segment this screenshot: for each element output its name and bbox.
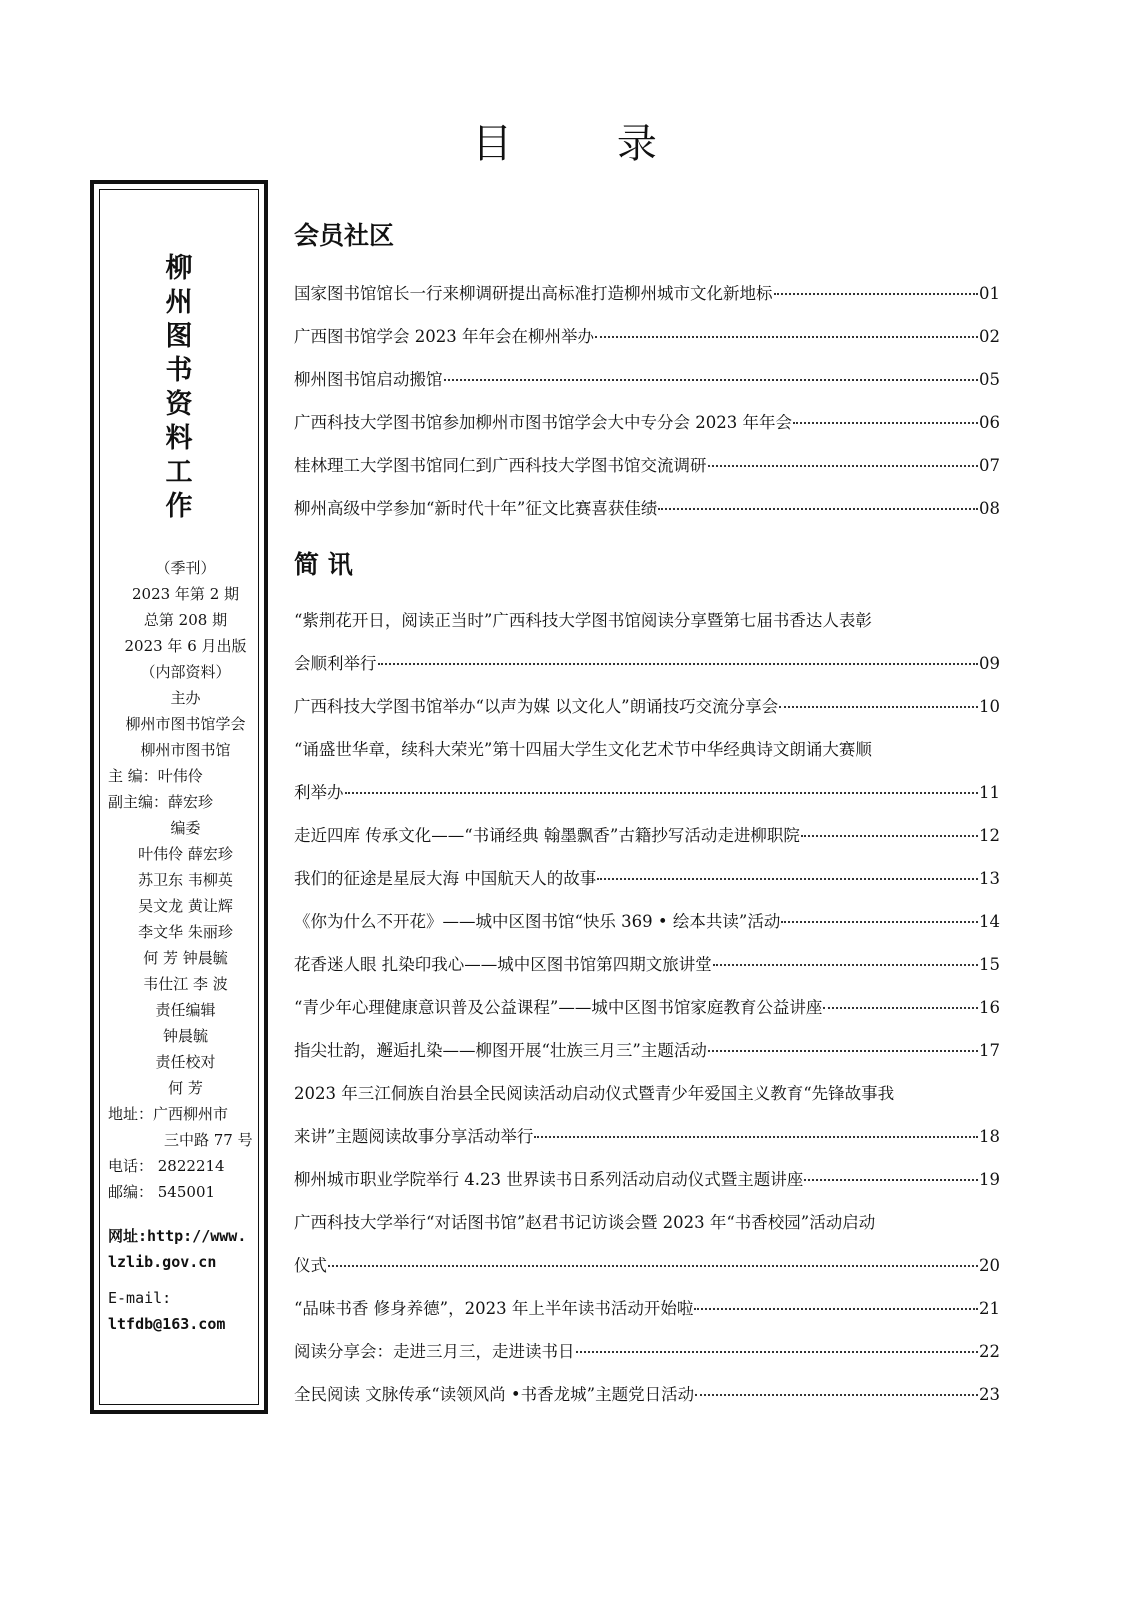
- leader-dots: [595, 322, 978, 338]
- masthead-box: [90, 180, 268, 1414]
- toc-entry[interactable]: [294, 865, 1000, 891]
- issue-number: 2023 年第 2 期: [131, 585, 240, 603]
- leader-dots: [774, 279, 979, 295]
- toc-entry[interactable]: [294, 994, 1000, 1020]
- chief-editor: 主 编：叶伟伶: [108, 767, 203, 785]
- committee-row: 何 芳 钟晨毓: [143, 949, 228, 967]
- postcode: 邮编： 545001: [108, 1183, 216, 1201]
- section-title-news-briefs: 简 讯: [294, 550, 353, 579]
- toc-page-number: 02: [979, 327, 1000, 346]
- toc-entry-title: 广西科技大学举行“对话图书馆”赵君书记访谈会暨 2023 年“书香校园”活动启动: [294, 1213, 876, 1232]
- toc-page-number: 05: [979, 370, 1000, 389]
- host-2: 柳州市图书馆: [140, 741, 231, 759]
- toc-entry[interactable]: [294, 1295, 1000, 1321]
- leader-dots: [779, 692, 978, 708]
- toc-entry[interactable]: [294, 1338, 1000, 1364]
- toc-entry-title: 《你为什么不开花》——城中区图书馆“快乐 369 • 绘本共读”活动: [294, 912, 781, 931]
- proofreader-label: 责任校对: [155, 1053, 216, 1071]
- toc-page-number: 21: [979, 1299, 1000, 1318]
- email-label: E-mail:: [108, 1289, 172, 1307]
- toc-entry-title: 广西图书馆学会 2023 年年会在柳州举办: [294, 327, 594, 346]
- toc-entry-title: 柳州图书馆启动搬馆: [294, 370, 443, 389]
- toc-entry[interactable]: [294, 693, 1000, 719]
- address-line-1: 地址：广西柳州市: [108, 1105, 229, 1123]
- toc-page-number: 13: [979, 869, 1000, 888]
- toc-entry[interactable]: [294, 1166, 1000, 1192]
- toc-page-number: 19: [979, 1170, 1000, 1189]
- phone: 电话： 2822214: [108, 1157, 225, 1175]
- leader-dots: [694, 1294, 978, 1310]
- committee-row: 苏卫东 韦柳英: [138, 871, 233, 889]
- journal-name: [100, 252, 258, 524]
- leader-dots: [708, 1036, 978, 1052]
- toc-entry-title-continued: 来讲”主题阅读故事分享活动举行: [294, 1127, 534, 1146]
- toc-entry[interactable]: [294, 822, 1000, 848]
- toc-page-number: 18: [979, 1127, 1000, 1146]
- toc-entry[interactable]: [294, 908, 1000, 934]
- toc-entry-title: “青少年心理健康意识普及公益课程”——城中区图书馆家庭教育公益讲座: [294, 998, 823, 1017]
- section-title-member-community: 会员社区: [294, 221, 395, 250]
- responsible-editor-label: 责任编辑: [155, 1001, 216, 1019]
- masthead-info: [108, 555, 263, 1337]
- leader-dots: [345, 778, 979, 794]
- toc-page-number: 17: [979, 1041, 1000, 1060]
- leader-dots: [713, 950, 978, 966]
- leader-dots: [328, 1251, 978, 1267]
- committee-row: 吴文龙 黄让辉: [138, 897, 233, 915]
- toc-entry-title: “品味书香 修身养德”，2023 年上半年读书活动开始啦: [294, 1299, 694, 1318]
- publish-date: 2023 年 6 月出版: [124, 637, 247, 655]
- toc-entry-title-continued: 会顺利举行: [294, 654, 377, 673]
- journal-name-char: 柳: [165, 253, 193, 284]
- toc-page-number: 16: [979, 998, 1000, 1017]
- leader-dots: [781, 907, 978, 923]
- masthead-inner-border: [99, 189, 259, 1405]
- toc-page-number: 07: [979, 456, 1000, 475]
- committee-row: 韦仕江 李 波: [143, 975, 228, 993]
- journal-name-char: 作: [165, 491, 193, 522]
- leader-dots: [534, 1122, 978, 1138]
- internal-label: （内部资料）: [140, 663, 231, 681]
- toc-page-number: 10: [979, 697, 1000, 716]
- toc-entry-title: 我们的征途是星辰大海 中国航天人的故事: [294, 869, 597, 888]
- toc-entry[interactable]: [294, 1037, 1000, 1063]
- toc-entry[interactable]: [294, 607, 1000, 676]
- journal-name-char: 料: [165, 423, 193, 454]
- journal-name-char: 资: [165, 389, 193, 420]
- committee-label: 编委: [170, 819, 201, 837]
- toc-entry-title: 柳州高级中学参加“新时代十年”征文比赛喜获佳绩: [294, 499, 658, 518]
- toc-entry-title: 走近四库 传承文化——“书诵经典 翰墨飘香”古籍抄写活动走进柳职院: [294, 826, 800, 845]
- frequency: （季刊）: [155, 559, 216, 577]
- email: ltfdb@163.com: [108, 1315, 226, 1333]
- toc-entry[interactable]: [294, 366, 1000, 392]
- toc-entry[interactable]: [294, 951, 1000, 977]
- leader-dots: [597, 864, 978, 880]
- toc-page-number: 11: [979, 783, 1000, 802]
- toc-entry-title: 国家图书馆馆长一行来柳调研提出高标准打造柳州城市文化新地标: [294, 284, 773, 303]
- leader-dots: [695, 1380, 978, 1396]
- toc-entry-title: 广西科技大学图书馆参加柳州市图书馆学会大中专分会 2023 年年会: [294, 413, 792, 432]
- toc-page-number: 14: [979, 912, 1000, 931]
- toc-page-number: 15: [979, 955, 1000, 974]
- proofreader: 何 芳: [168, 1079, 203, 1097]
- deputy-editor: 副主编：薛宏珍: [108, 793, 214, 811]
- toc-page-number: 08: [979, 499, 1000, 518]
- leader-dots: [378, 649, 979, 665]
- leader-dots: [444, 365, 979, 381]
- toc-page-number: 12: [979, 826, 1000, 845]
- toc-entry[interactable]: [294, 736, 1000, 805]
- toc-entry-title: 指尖壮韵，邂逅扎染——柳图开展“壮族三月三”主题活动: [294, 1041, 707, 1060]
- leader-dots: [658, 494, 978, 510]
- website-line-1: 网址:http://www.: [108, 1227, 247, 1245]
- toc-entry-title: “诵盛世华章，续科大荣光”第十四届大学生文化艺术节中华经典诗文朗诵大赛顺: [294, 740, 872, 759]
- host-1: 柳州市图书馆学会: [125, 715, 246, 733]
- toc-entry-title: 柳州城市职业学院举行 4.23 世界读书日系列活动启动仪式暨主题讲座: [294, 1170, 804, 1189]
- journal-name-char: 州: [165, 287, 193, 318]
- toc-entry-title: 广西科技大学图书馆举办“以声为媒 以文化人”朗诵技巧交流分享会: [294, 697, 779, 716]
- address-line-2: 三中路 77 号: [164, 1131, 253, 1149]
- leader-dots: [804, 1165, 978, 1181]
- toc-entry[interactable]: [294, 1080, 1000, 1149]
- journal-name-char: 工: [165, 457, 193, 488]
- toc-page-number: 01: [979, 284, 1000, 303]
- journal-name-char: 图: [165, 321, 193, 352]
- total-issue: 总第 208 期: [143, 611, 228, 629]
- host-label: 主办: [170, 689, 201, 707]
- journal-name-char: 书: [165, 355, 193, 386]
- toc-entry-title: 阅读分享会：走进三月三，走进读书日: [294, 1342, 575, 1361]
- leader-dots: [576, 1337, 979, 1353]
- website-line-2: lzlib.gov.cn: [108, 1253, 217, 1271]
- toc-entry[interactable]: [294, 1209, 1000, 1278]
- toc-entry-title: 全民阅读 文脉传承“读领风尚 •书香龙城”主题党日活动: [294, 1385, 695, 1404]
- toc-page-number: 23: [979, 1385, 1000, 1404]
- toc-page-number: 09: [979, 654, 1000, 673]
- leader-dots: [793, 408, 978, 424]
- leader-dots: [801, 821, 978, 837]
- responsible-editor: 钟晨毓: [162, 1027, 208, 1045]
- toc-page-number: 20: [979, 1256, 1000, 1275]
- toc-entry[interactable]: [294, 452, 1000, 478]
- committee-row: 李文华 朱丽珍: [138, 923, 233, 941]
- toc-entry[interactable]: [294, 409, 1000, 435]
- toc-entry[interactable]: [294, 323, 1000, 349]
- leader-dots: [708, 451, 979, 467]
- toc-entry[interactable]: [294, 1381, 1000, 1407]
- toc-entry-title-continued: 利举办: [294, 783, 344, 802]
- toc-entry[interactable]: [294, 495, 1000, 521]
- toc-entry[interactable]: [294, 280, 1000, 306]
- toc-entry-title-continued: 仪式: [294, 1256, 327, 1275]
- toc-entry-title: 花香迷人眼 扎染印我心——城中区图书馆第四期文旅讲堂: [294, 955, 712, 974]
- toc-page-number: 06: [979, 413, 1000, 432]
- toc-entry-title: 桂林理工大学图书馆同仁到广西科技大学图书馆交流调研: [294, 456, 707, 475]
- toc-entry-title: “紫荆花开日，阅读正当时”广西科技大学图书馆阅读分享暨第七届书香达人表彰: [294, 611, 872, 630]
- committee-row: 叶伟伶 薛宏珍: [138, 845, 233, 863]
- page-title: 目 录: [472, 121, 703, 167]
- toc-entry-title: 2023 年三江侗族自治县全民阅读活动启动仪式暨青少年爱国主义教育“先锋故事我: [294, 1084, 895, 1103]
- leader-dots: [823, 993, 978, 1009]
- toc-page-number: 22: [979, 1342, 1000, 1361]
